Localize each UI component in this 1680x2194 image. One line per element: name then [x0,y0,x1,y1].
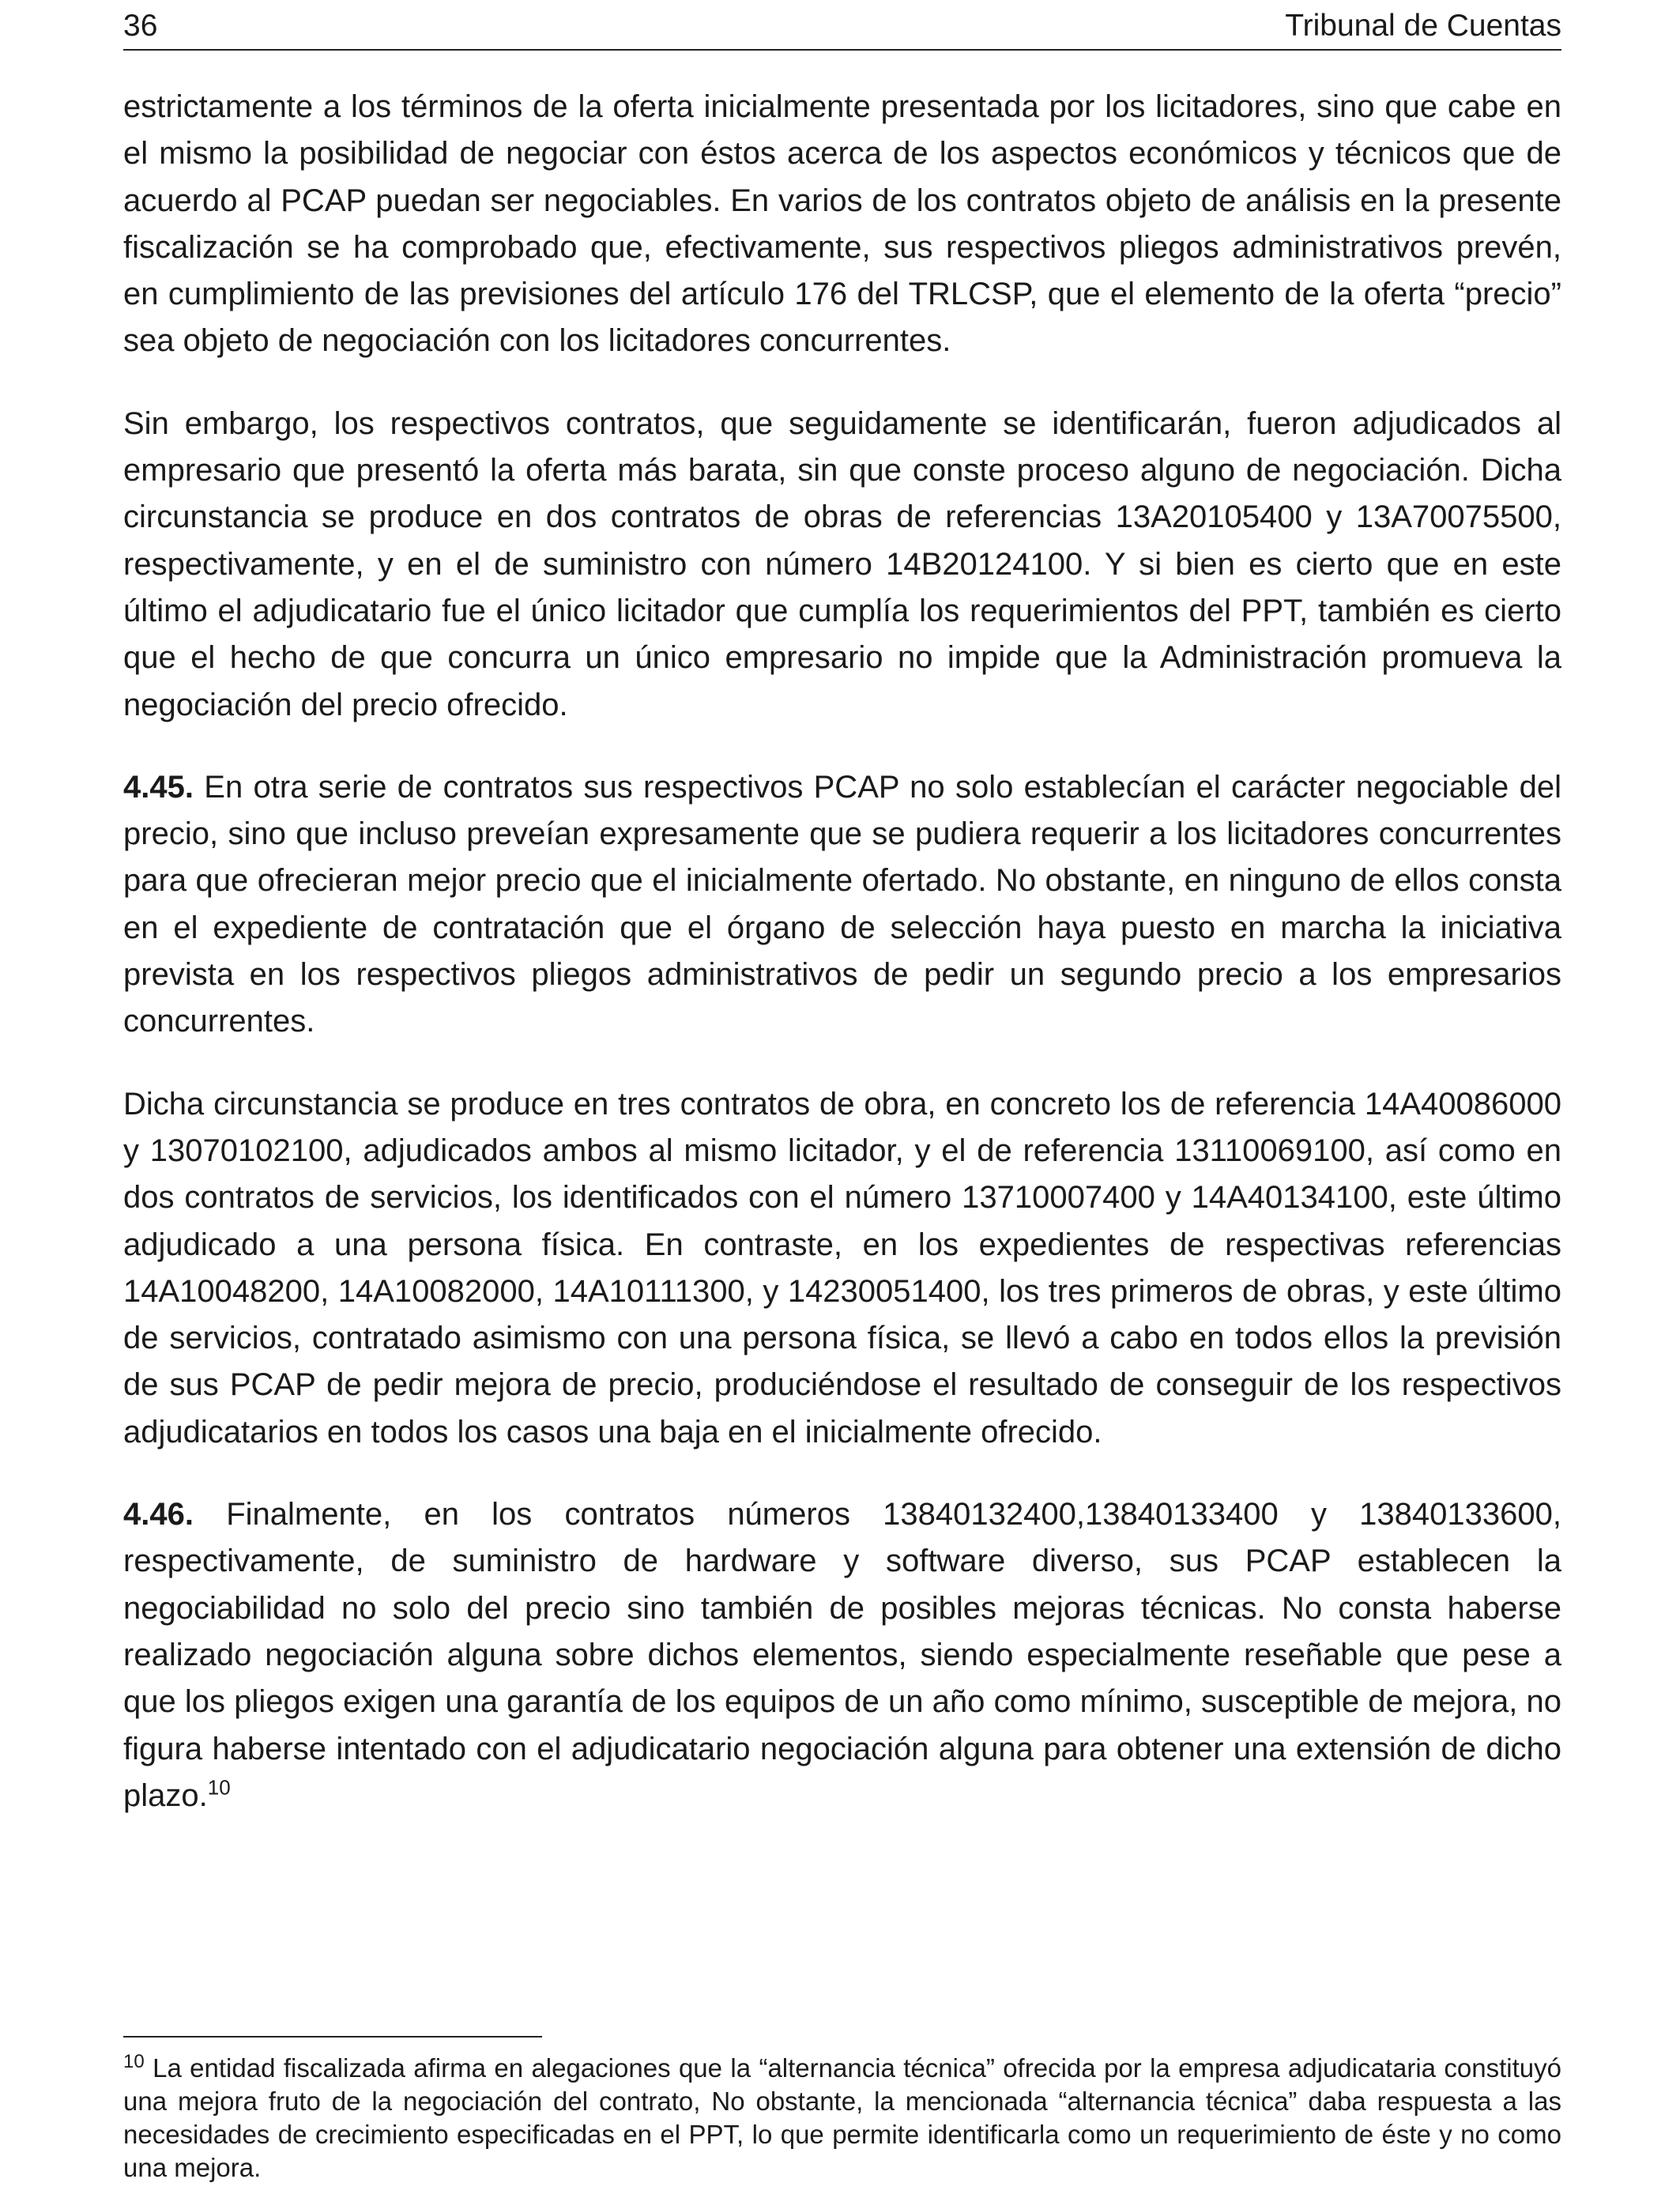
paragraph [123,764,1561,1046]
paragraph-number: 4.46. [123,1497,194,1532]
paragraph-text: estrictamente a los términos de la oferta inicialmente presentada por los licitadores, sino que cabe en el mismo la posibilidad de negociar con éstos acerca de los aspectos económicos y técnicos que de acuerdo al PCAP puedan ser negociables. En varios de los contratos objeto de análisis en la presente fiscalización se ha comprobado que, efectivamente, sus respectivos pliegos administrativos prevén, en cumplimiento de las previsiones del artículo 176 del TRLCSP, que el elemento de la oferta “precio” sea objeto de negociación con los licitadores concurrentes. [123,89,1561,359]
paragraph-text: Sin embargo, los respectivos contratos, que seguidamente se identificarán, fueron adjudicados al empresario que presentó la oferta más barata, sin que conste proceso alguno de negociación. Dicha circunstancia se produce en dos contratos de obras de referencias 13A20105400 y 13A70075500, respectivamente, y en el de suministro con número 14B20124100. Y si bien es cierto que en este último el adjudicatario fue el único licitador que cumplía los requerimientos del PPT, también es cierto que el hecho de que concurra un único empresario no impide que la Administración promueva la negociación del precio ofrecido. [123,405,1561,722]
paragraph [123,401,1561,729]
footnote [123,2052,1561,2185]
paragraph-text: Dicha circunstancia se produce en tres contratos de obra, en concreto los de referencia 14A40086000 y 13070102100, adjudicados ambos al mismo licitador, y el de referencia 13110069100, así como en dos contratos de servicios, los identificados con el número 13710007400 y 14A40134100, este último adjudicado a una persona física. En contraste, en los expedientes de respectivas referencias 14A10048200, 14A10082000, 14A10111300, y 14230051400, los tres primeros de obras, y este último de servicios, contratado asimismo con una persona física, se llevó a cabo en todos ellos la previsión de sus PCAP de pedir mejora de precio, produciéndose el resultado de conseguir de los respectivos adjudicatarios en todos los casos una baja en el inicialmente ofrecido. [123,1086,1561,1449]
body-text [123,84,1561,1855]
paragraph [123,84,1561,365]
paragraph [123,1491,1561,1819]
paragraph [123,1081,1561,1456]
page-header [123,3,1561,51]
footnote-separator [123,2036,542,2038]
footnote-reference[interactable]: 10 [207,1775,231,1800]
paragraph-text: En otra serie de contratos sus respectivos PCAP no solo establecían el carácter negociable del precio, sino que incluso preveían expresamente que se pudiera requerir a los licitadores concurrentes para que ofrecieran mejor precio que el inicialmente ofertado. No obstante, en ninguno de ellos consta en el expediente de contratación que el órgano de selección haya puesto en marcha la iniciativa prevista en los respectivos pliegos administrativos de pedir un segundo precio a los empresarios concurrentes. [123,769,1562,1039]
footnote-marker: 10 [123,2051,145,2072]
paragraph-text: Finalmente, en los contratos números 13840132400,13840133400 y 13840133600, respectivamente, de suministro de hardware y software diverso, sus PCAP establecen la negociabilidad no solo del precio sino también de posibles mejoras técnicas. No consta haberse realizado negociación alguna sobre dichos elementos, siendo especialmente reseñable que pese a que los pliegos exigen una garantía de los equipos de un año como mínimo, susceptible de mejora, no figura haberse intentado con el adjudicatario negociación alguna para obtener una extensión de dicho plazo. [123,1497,1561,1813]
footnote-text: La entidad fiscalizada afirma en alegaciones que la “alternancia técnica” ofrecida por la empresa adjudicataria constituyó una mejora fruto de la negociación del contrato, No obstante, la mencionada “alternancia técnica” daba respuesta a las necesidades de crecimiento especificadas en el PPT, lo que permite identificarla como un requerimiento de éste y no como una mejora. [123,2053,1561,2182]
running-title: Tribunal de Cuentas [1285,9,1561,43]
page-number: 36 [123,9,158,43]
paragraph-number: 4.45. [123,769,194,805]
